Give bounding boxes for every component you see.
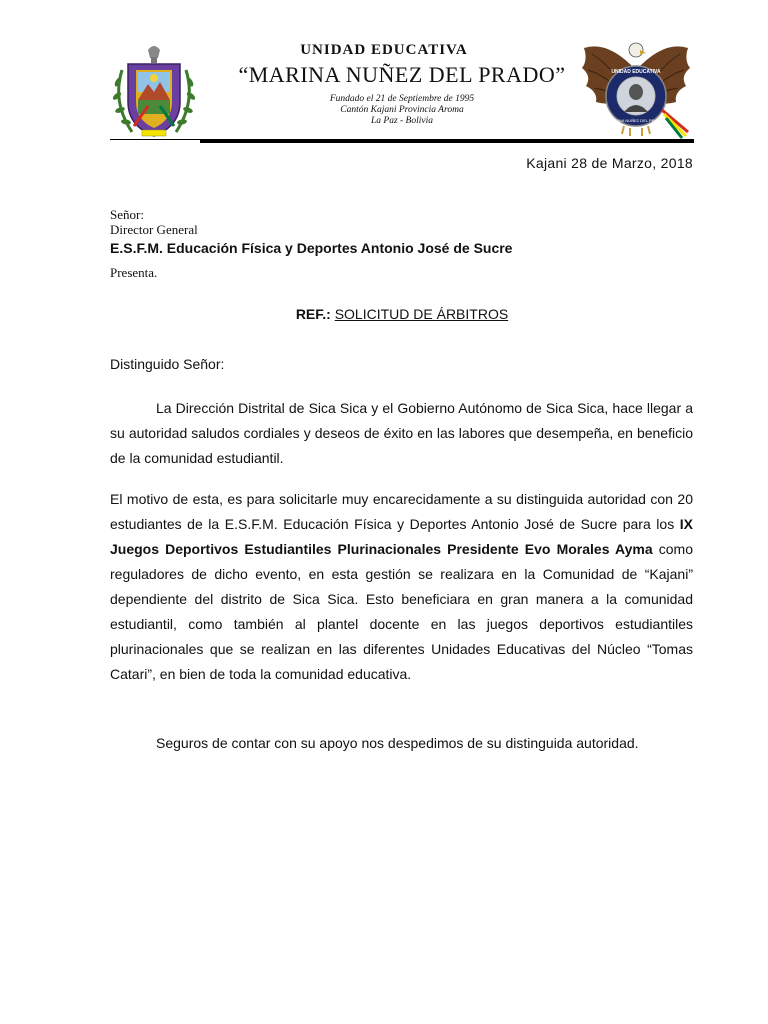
- reference-line: [0, 306, 768, 322]
- recipient-salutation: Señor:: [110, 207, 144, 222]
- reference-subject: SOLICITUD DE ÁRBITROS: [334, 306, 509, 322]
- header-city: La Paz - Bolivia: [370, 116, 433, 126]
- recipient-block: [110, 207, 512, 257]
- header-rule-thick: [200, 140, 694, 143]
- letter-greeting: Distinguido Señor:: [110, 356, 225, 372]
- recipient-institution: E.S.F.M. Educación Física y Deportes Antonio José de Sucre: [110, 240, 513, 256]
- header-school-type: UNIDAD EDUCATIVA: [300, 42, 468, 58]
- svg-text:MARINA NUÑEZ DEL PRADO: MARINA NUÑEZ DEL PRADO: [608, 118, 664, 123]
- body-paragraph-2: [110, 487, 693, 687]
- body-paragraph-2-intro: El motivo de esta, es para solicitarle muy encarecidamente a su distinguida autoridad con 20 estudiantes de la E.S.F.M. Educación Física y Deportes Antonio José de Sucre para los: [110, 491, 693, 532]
- header-location: Cantón Kajani Provincia Aroma: [340, 105, 464, 115]
- body-paragraph-2-rest: como reguladores de dicho evento, en esta gestión se realizara en la Comunidad de “Kajani” dependiente del distrito de Sica Sica. Esto beneficiara en gran manera a la comunidad estudiantil, como también al plantel docente en las juegos deportivos estudiantiles plurinacionales que se realizan en las diferentes Unidades Educativas del Núcleo “Tomas Catari”, en bien de toda la comunidad educativa.: [110, 541, 693, 682]
- svg-text:UNIDAD EDUCATIVA: UNIDAD EDUCATIVA: [611, 69, 661, 75]
- reference-label: REF.:: [295, 306, 331, 322]
- recipient-role: Director General: [110, 222, 198, 237]
- body-paragraph-1: La Dirección Distrital de Sica Sica y el Gobierno Autónomo de Sica Sica, hace llegar a su autoridad saludos cordiales y deseos de éxito en las labores que desempeña, en beneficio de la comunidad estudiantil.: [110, 400, 693, 466]
- event-name-bold: IX Juegos Deportivos Estudiantiles Plurinacionales Presidente Evo Morales Ayma: [110, 516, 693, 557]
- letter-date: Kajani 28 de Marzo, 2018: [526, 155, 693, 171]
- closing-paragraph: Seguros de contar con su apoyo nos despedimos de su distinguida autoridad.: [156, 735, 639, 751]
- recipient-presenta: Presenta.: [110, 265, 158, 280]
- header-school-name: “MARINA NUÑEZ DEL PRADO”: [238, 62, 566, 87]
- header-founded-date: Fundado el 21 de Septiembre de 1995: [329, 94, 475, 104]
